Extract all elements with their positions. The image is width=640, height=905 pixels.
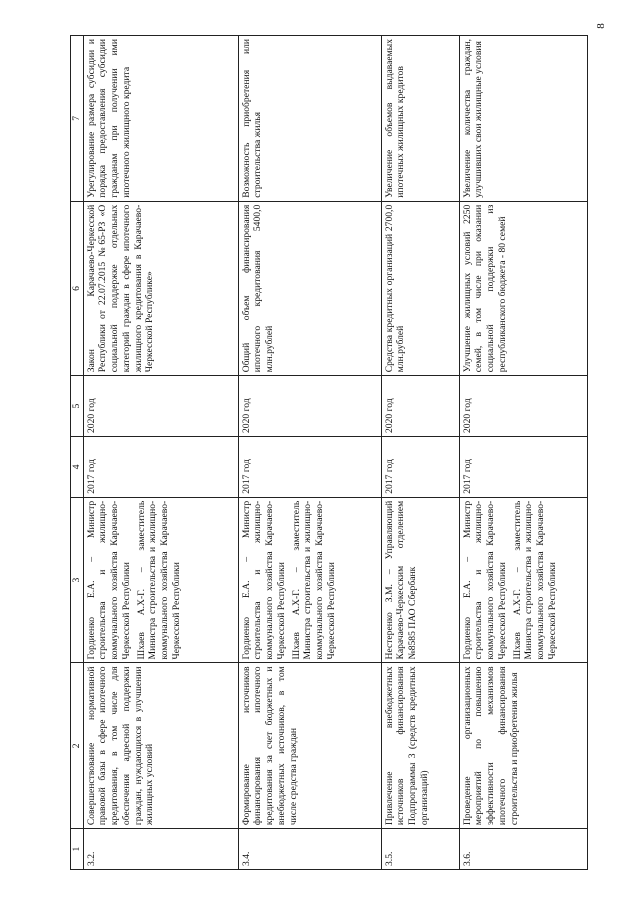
measure-text: Привлечение внебюджетных источников финансирования Подпрограммы 3 (средств кредитных организаций) (381, 663, 459, 829)
table-row (238, 36, 381, 870)
result-text: Возможность приобретения или строительства жилья (238, 36, 381, 202)
row-number: 3.5. (381, 829, 459, 870)
indicator-text: Общий объем финансирования ипотечного кредитования 5400,0 млн.рублей (238, 201, 381, 376)
indicator-text: Улучшение жилищных условий 2250 семей, в том числе при оказании социальной поддержки из республиканского бюджета - 80 семей (459, 201, 587, 376)
result-text: Урегулирование размера субсидии и порядка предоставления субсидии гражданам при получении ими ипотечного жилищного кредита (83, 36, 238, 202)
executor: Шхаев А.Х-Г. – заместитель Министра строительства и жилищно-коммунального хозяйства Карачаево-Черкесской Республики (511, 500, 558, 660)
end-year: 2020 год (381, 376, 459, 437)
executor: Гордиенко Е.А. – Министр строительства и жилищно-коммунального хозяйства Карачаево-Черкесской Республики (85, 500, 132, 660)
measure-text: Формирование источников финансирования ипотечного кредитования за счет бюджетных и внебюджетных источников, в том числе средства граждан (238, 663, 381, 829)
column-number: 7 (71, 36, 84, 202)
result-text: Увеличение объемов выдаваемых ипотечных жилищных кредитов (381, 36, 459, 202)
column-number: 1 (71, 829, 84, 870)
column-number: 5 (71, 376, 84, 437)
table-row (459, 36, 587, 870)
table-row (381, 36, 459, 870)
executor: Гордиенко Е.А. – Министр строительства и жилищно-коммунального хозяйства Карачаево-Черкесской Республики (240, 500, 287, 660)
executor: Нестеренко З.М. – Управляющий Карачаево-Черкесским отделением №8585 ПАО Сбербанк (383, 500, 419, 660)
page-number: 8 (594, 23, 607, 29)
executors-cell (459, 497, 587, 663)
end-year: 2020 год (459, 376, 587, 437)
executor: Гордиенко Е.А. – Министр строительства и жилищно-коммунального хозяйства Карачаево-Черкесской Республики (461, 500, 508, 660)
measure-text: Совершенствование нормативной правовой базы в сфере ипотечного кредитования, в том числе для обеспечения адресной поддержки граждан, нуждающихся в улучшении жилищных условий (83, 663, 238, 829)
column-number-row (71, 36, 84, 870)
measures-table (70, 35, 588, 870)
end-year: 2020 год (83, 376, 238, 437)
start-year: 2017 год (459, 437, 587, 498)
executors-cell (83, 497, 238, 663)
start-year: 2017 год (381, 437, 459, 498)
executors-cell (381, 497, 459, 663)
column-number: 6 (71, 201, 84, 376)
indicator-text: Средства кредитных организаций 2700,0 млн.рублей (381, 201, 459, 376)
row-number: 3.2. (83, 829, 238, 870)
executors-cell (238, 497, 381, 663)
column-number: 3 (71, 497, 84, 663)
column-number: 4 (71, 437, 84, 498)
executor: Шхаев А.Х-Г. – заместитель Министра строительства и жилищно-коммунального хозяйства Карачаево-Черкесской Республики (290, 500, 337, 660)
end-year: 2020 год (238, 376, 381, 437)
start-year: 2017 год (83, 437, 238, 498)
executor: Шхаев А.Х-Г. – заместитель Министра строительства и жилищно-коммунального хозяйства Карачаево-Черкесской Республики (135, 500, 182, 660)
row-number: 3.6. (459, 829, 587, 870)
result-text: Увеличение количества граждан, улучшивших свои жилищные условия (459, 36, 587, 202)
measure-text: Проведение организационных мероприятий по повышению эффективности механизмов ипотечного финансирования строительства и приобретения жилья (459, 663, 587, 829)
rotated-sheet (70, 35, 588, 870)
start-year: 2017 год (238, 437, 381, 498)
row-number: 3.4. (238, 829, 381, 870)
table-row (83, 36, 238, 870)
column-number: 2 (71, 663, 84, 829)
indicator-text: Закон Карачаево-Черкесской Республики от 22.07.2015 №65-РЗ «О социальной поддержке отдельных категорий граждан в сфере ипотечного жилищного кредитования в Карачаево-Черкесской Республике» (83, 201, 238, 376)
